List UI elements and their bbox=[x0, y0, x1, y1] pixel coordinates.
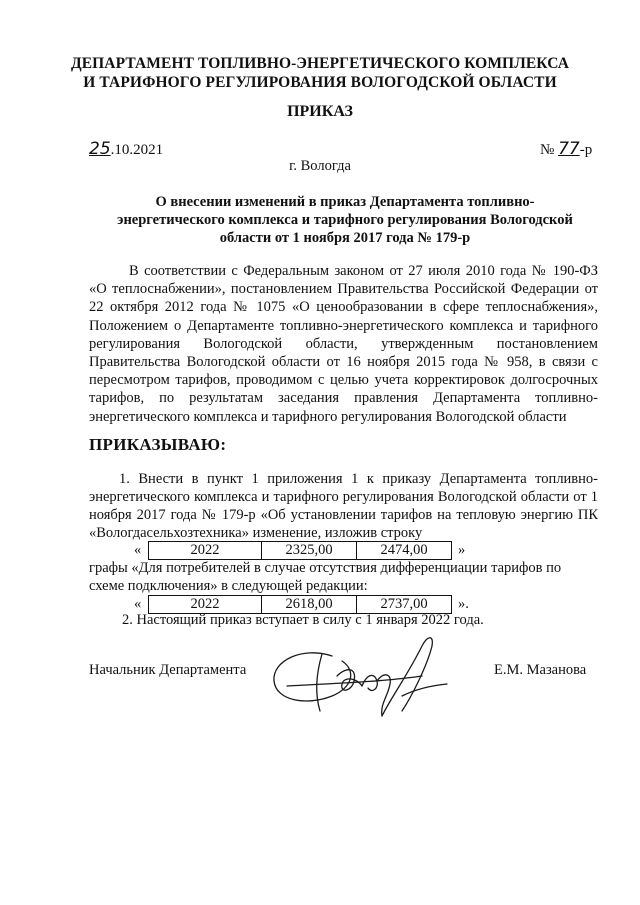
quote-close: ». bbox=[458, 596, 469, 612]
subject-line-3: области от 1 ноября 2017 года № 179-р bbox=[219, 230, 471, 246]
preamble-paragraph: В соответствии с Федеральным законом от 27 июля 2010 года № 190-ФЗ «О теплоснабжении», постановлением Правительства Российской Федерации от 22 октября 2012 года № 1075 «О ценообразовании в сфере теплоснабжения», Положением о Департаменте топливно-энергетического комплекса и тарифного регулирования Вологодской области, утвержденным постановлением Правительства Вологодской области от 16 ноября 2015 года № 958, в связи с пересмотром тарифов, проводимом с целью учета корректировок долгосрочных тарифов, по результатам заседания правления Департамента топливно-энергетического комплекса и тарифного регулирования Вологодской области bbox=[89, 263, 598, 425]
cell-value-1: 2325,00 bbox=[262, 542, 357, 560]
number-prefix: № bbox=[540, 142, 559, 158]
doc-type-title: ПРИКАЗ bbox=[287, 103, 353, 120]
header-line-2: И ТАРИФНОГО РЕГУЛИРОВАНИЯ ВОЛОГОДСКОЙ ОБЛАСТИ bbox=[83, 74, 557, 91]
city: г. Вологда bbox=[289, 158, 351, 174]
subject bbox=[92, 193, 598, 247]
handwritten-signature bbox=[262, 626, 462, 741]
item-1-continuation: графы «Для потребителей в случае отсутствия дифференциации тарифов по схеме подключения» в следующей редакции: bbox=[89, 560, 562, 594]
subject-line-2: энергетического комплекса и тарифного регулирования Вологодской bbox=[117, 212, 573, 228]
signatory-position: Начальник Департамента bbox=[89, 662, 247, 678]
header-line-1: ДЕПАРТАМЕНТ ТОПЛИВНО-ЭНЕРГЕТИЧЕСКОГО КОМПЛЕКСА bbox=[70, 55, 570, 72]
quote-close: » bbox=[458, 542, 466, 558]
item-2-paragraph: 2. Настоящий приказ вступает в силу с 1 января 2022 года. bbox=[122, 612, 484, 628]
date-rest: .10.2021 bbox=[110, 142, 164, 158]
order-number bbox=[540, 139, 592, 159]
quote-open: « bbox=[134, 596, 142, 612]
subject-line-1: О внесении изменений в приказ Департамента топливно- bbox=[155, 194, 535, 210]
number-suffix: -р bbox=[579, 142, 593, 158]
cell-value-2: 2474,00 bbox=[357, 542, 452, 560]
date-day-handwritten: 25 bbox=[89, 139, 111, 159]
number-handwritten: 77 bbox=[558, 139, 580, 159]
cell-year: 2022 bbox=[149, 596, 262, 614]
signature-scribble bbox=[262, 626, 462, 736]
tariff-row-old bbox=[134, 541, 465, 560]
cell-year: 2022 bbox=[149, 542, 262, 560]
item-1-paragraph: 1. Внести в пункт 1 приложения 1 к приказу Департамента топливно-энергетического комплекса и тарифного регулирования Вологодской области от 1 ноября 2017 года № 179-р «Об установлении тарифов на тепловую энергию ПК «Вологдасельхозтехника» изменение, изложив строку bbox=[89, 471, 598, 541]
order-date bbox=[89, 139, 163, 159]
quote-open: « bbox=[134, 542, 142, 558]
signatory-name: Е.М. Мазанова bbox=[494, 662, 587, 678]
decree-word: ПРИКАЗЫВАЮ: bbox=[89, 435, 227, 454]
tariff-table-old bbox=[148, 541, 452, 560]
cell-value-1: 2618,00 bbox=[262, 596, 357, 614]
cell-value-2: 2737,00 bbox=[357, 596, 452, 614]
